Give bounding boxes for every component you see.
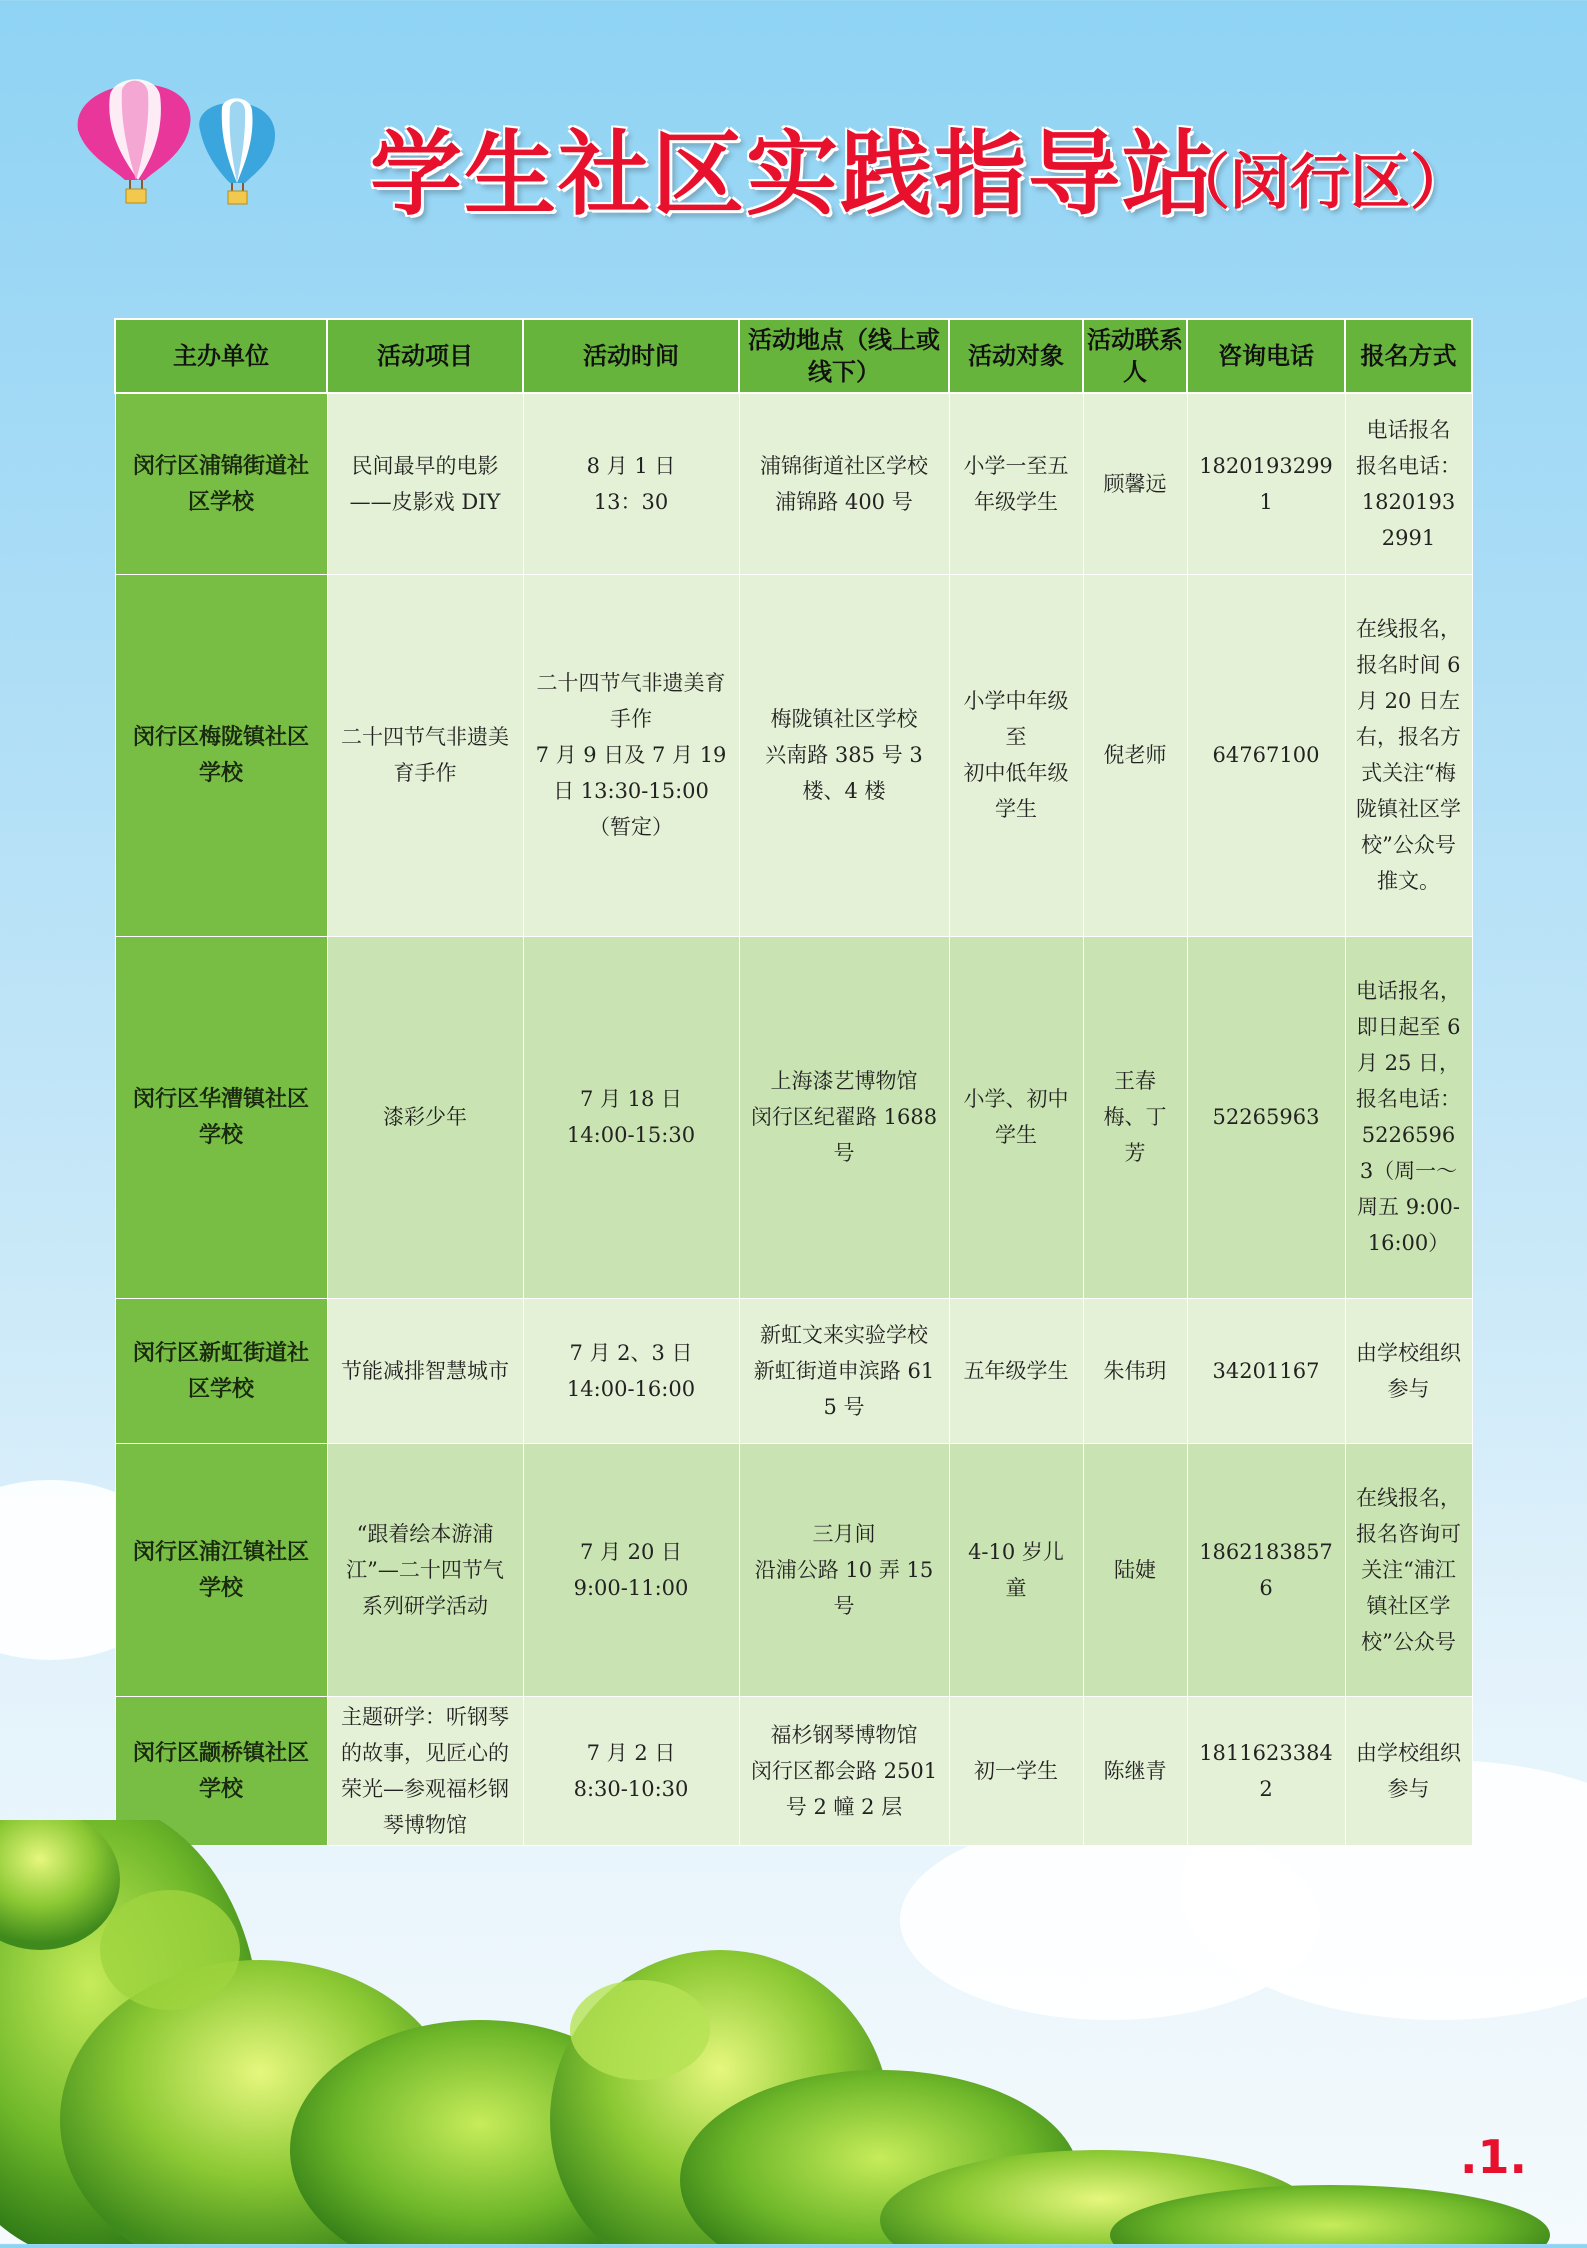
header-project: 活动项目	[327, 319, 523, 393]
title-block	[370, 120, 1520, 230]
time-cell: 8 月 1 日 13：30	[523, 393, 739, 574]
table-row	[115, 1443, 1472, 1696]
project-cell: 民间最早的电影——皮影戏 DIY	[327, 393, 523, 574]
project-cell: 二十四节气非遗美育手作	[327, 574, 523, 936]
header-time: 活动时间	[523, 319, 739, 393]
location-cell: 上海漆艺博物馆 闵行区纪翟路 1688 号	[739, 936, 949, 1298]
project-cell: 节能减排智慧城市	[327, 1298, 523, 1443]
organizer-cell: 闵行区浦锦街道社区学校	[115, 393, 327, 574]
location-cell: 三月间 沿浦公路 10 弄 15 号	[739, 1443, 949, 1696]
contact-cell: 朱伟玥	[1083, 1298, 1187, 1443]
table-row	[115, 574, 1472, 936]
phone-cell: 18201932991	[1187, 393, 1345, 574]
header-phone: 咨询电话	[1187, 319, 1345, 393]
tree-foliage-illustration	[0, 1820, 1587, 2244]
page-subtitle: （闵行区）	[1170, 148, 1470, 218]
time-cell: 7 月 20 日 9:00-11:00	[523, 1443, 739, 1696]
hot-air-balloons-illustration	[60, 55, 300, 225]
audience-cell: 小学、初中学生	[949, 936, 1083, 1298]
signup-cell: 由学校组织参与	[1345, 1298, 1472, 1443]
signup-cell: 电话报名，即日起至 6 月 25 日，报名电话：52265963（周一～周五 9:00-16:00）	[1345, 936, 1472, 1298]
time-cell: 7 月 18 日 14:00-15:30	[523, 936, 739, 1298]
project-cell: “跟着绘本游浦江”—二十四节气系列研学活动	[327, 1443, 523, 1696]
signup-cell: 由学校组织参与	[1345, 1696, 1472, 1845]
phone-cell: 52265963	[1187, 936, 1345, 1298]
header-organizer: 主办单位	[115, 319, 327, 393]
project-cell: 主题研学：听钢琴的故事，见匠心的荣光—参观福杉钢琴博物馆	[327, 1696, 523, 1845]
organizer-cell: 闵行区梅陇镇社区学校	[115, 574, 327, 936]
contact-cell: 顾馨远	[1083, 393, 1187, 574]
time-cell: 二十四节气非遗美育手作 7 月 9 日及 7 月 19 日 13:30-15:00（暂定）	[523, 574, 739, 936]
phone-cell: 18116233842	[1187, 1696, 1345, 1845]
project-cell: 漆彩少年	[327, 936, 523, 1298]
contact-cell: 陆婕	[1083, 1443, 1187, 1696]
page-number: .1.	[1460, 2130, 1527, 2184]
table-row	[115, 1298, 1472, 1443]
table-row	[115, 393, 1472, 574]
header-audience: 活动对象	[949, 319, 1083, 393]
audience-cell: 初一学生	[949, 1696, 1083, 1845]
contact-cell: 倪老师	[1083, 574, 1187, 936]
organizer-cell: 闵行区新虹街道社区学校	[115, 1298, 327, 1443]
phone-cell: 64767100	[1187, 574, 1345, 936]
page-title: 学生社区实践指导站	[370, 121, 1217, 228]
audience-cell: 五年级学生	[949, 1298, 1083, 1443]
header-contact: 活动联系人	[1083, 319, 1187, 393]
contact-cell: 王春梅、丁芳	[1083, 936, 1187, 1298]
activity-table	[114, 318, 1473, 1846]
audience-cell: 小学一至五年级学生	[949, 393, 1083, 574]
header-signup: 报名方式	[1345, 319, 1472, 393]
time-cell: 7 月 2、3 日 14:00-16:00	[523, 1298, 739, 1443]
location-cell: 梅陇镇社区学校 兴南路 385 号 3 楼、4 楼	[739, 574, 949, 936]
contact-cell: 陈继青	[1083, 1696, 1187, 1845]
time-cell: 7 月 2 日 8:30-10:30	[523, 1696, 739, 1845]
table-row	[115, 936, 1472, 1298]
location-cell: 新虹文来实验学校 新虹街道申滨路 615 号	[739, 1298, 949, 1443]
signup-cell: 在线报名，报名时间 6 月 20 日左右，报名方式关注“梅陇镇社区学校”公众号推文。	[1345, 574, 1472, 936]
audience-cell: 小学中年级至 初中低年级学生	[949, 574, 1083, 936]
table-header-row	[115, 319, 1472, 393]
location-cell: 福杉钢琴博物馆 闵行区都会路 2501 号 2 幢 2 层	[739, 1696, 949, 1845]
organizer-cell: 闵行区颛桥镇社区学校	[115, 1696, 327, 1845]
signup-cell: 在线报名，报名咨询可关注“浦江镇社区学校”公众号	[1345, 1443, 1472, 1696]
organizer-cell: 闵行区浦江镇社区学校	[115, 1443, 327, 1696]
phone-cell: 34201167	[1187, 1298, 1345, 1443]
header-location: 活动地点（线上或线下）	[739, 319, 949, 393]
audience-cell: 4-10 岁儿童	[949, 1443, 1083, 1696]
location-cell: 浦锦街道社区学校 浦锦路 400 号	[739, 393, 949, 574]
phone-cell: 18621838576	[1187, 1443, 1345, 1696]
organizer-cell: 闵行区华漕镇社区学校	[115, 936, 327, 1298]
signup-cell: 电话报名 报名电话：18201932991	[1345, 393, 1472, 574]
